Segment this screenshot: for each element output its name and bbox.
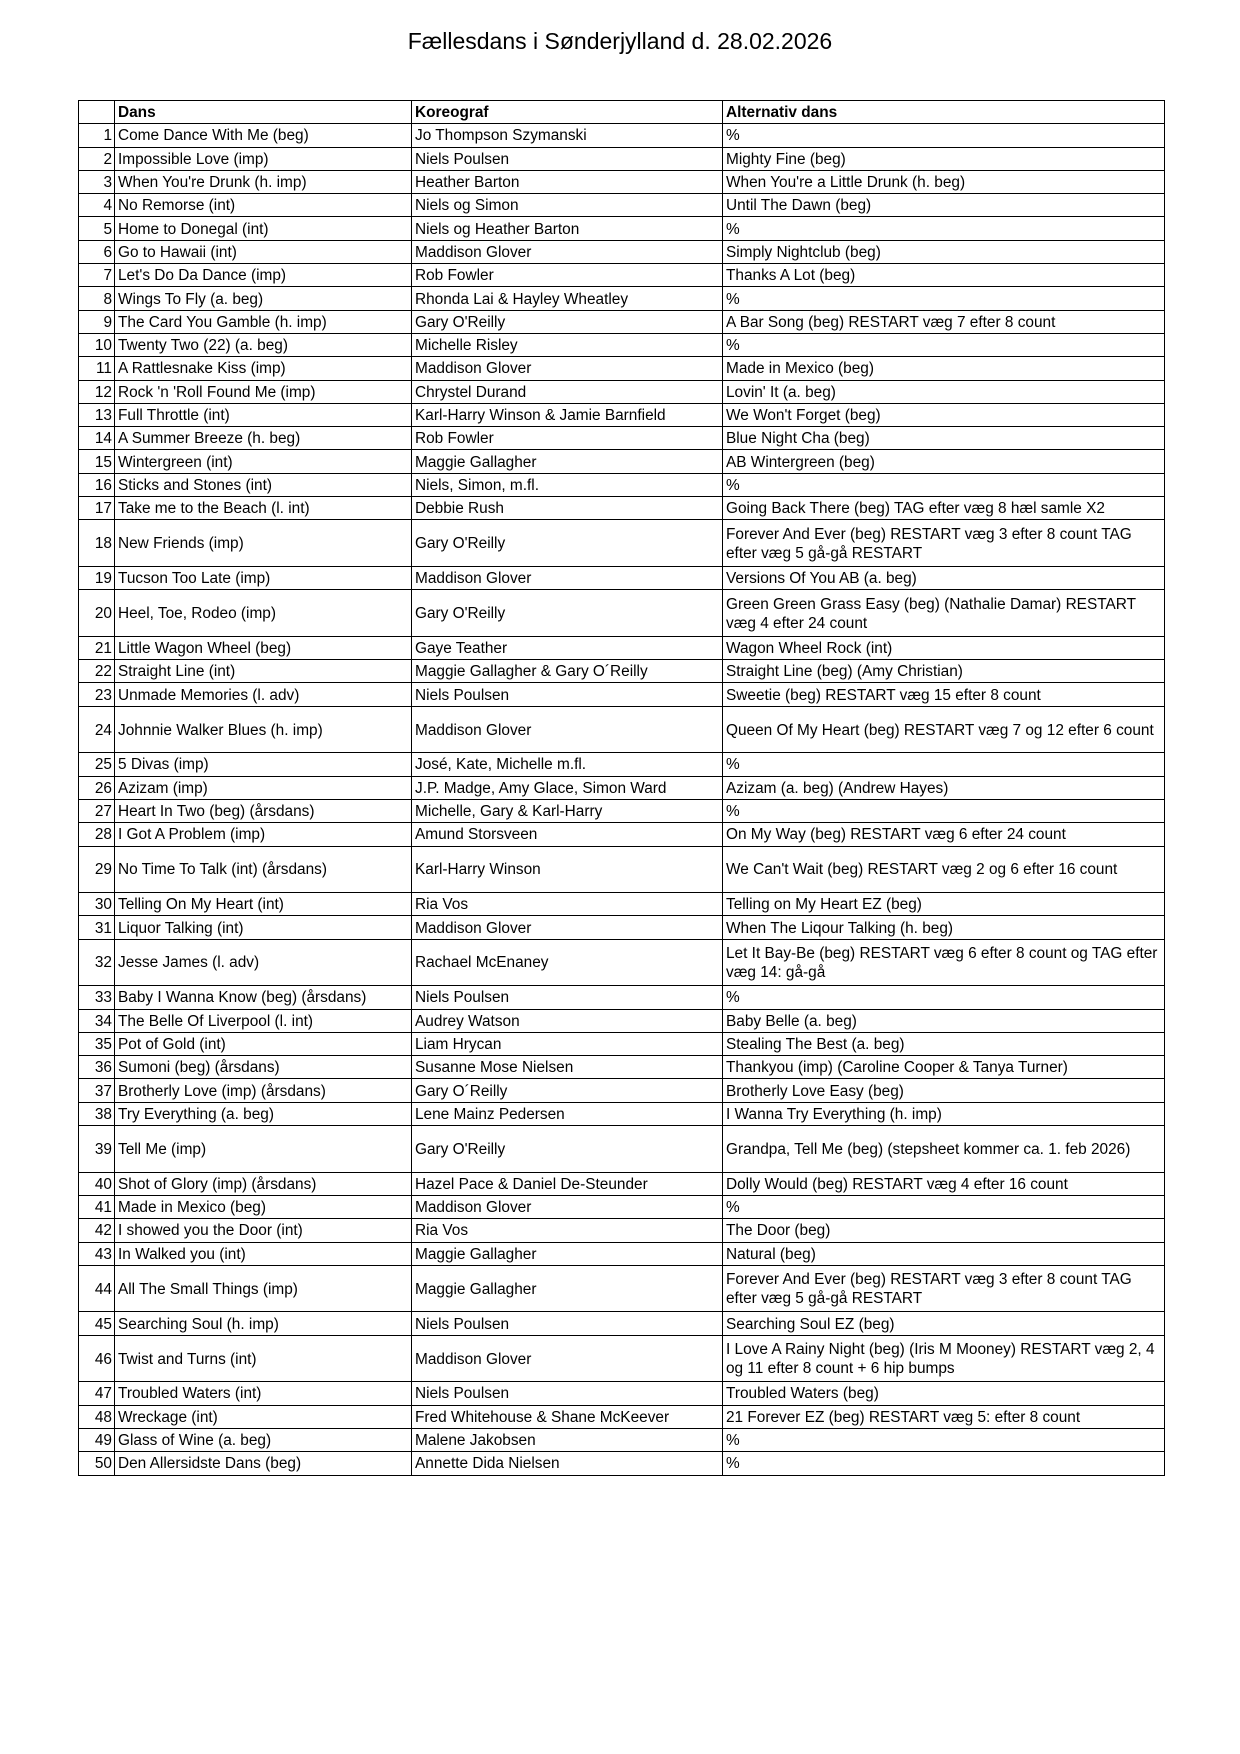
choreographer-cell: Maddison Glover bbox=[412, 240, 723, 263]
choreographer-cell: Jo Thompson Szymanski bbox=[412, 124, 723, 147]
dance-name-cell: I Got A Problem (imp) bbox=[115, 823, 412, 846]
table-row bbox=[79, 939, 1165, 986]
alternative-dance-cell: 21 Forever EZ (beg) RESTART væg 5: efter 8 count bbox=[723, 1405, 1165, 1428]
choreographer-cell: Malene Jakobsen bbox=[412, 1428, 723, 1451]
choreographer-cell: Susanne Mose Nielsen bbox=[412, 1056, 723, 1079]
row-number-cell: 3 bbox=[79, 170, 115, 193]
table-row bbox=[79, 1056, 1165, 1079]
row-number-cell: 5 bbox=[79, 217, 115, 240]
alternative-dance-cell: Thanks A Lot (beg) bbox=[723, 264, 1165, 287]
table-row bbox=[79, 124, 1165, 147]
alternative-dance-cell: % bbox=[723, 1195, 1165, 1218]
row-number-cell: 38 bbox=[79, 1102, 115, 1125]
choreographer-cell: Maggie Gallagher & Gary O´Reilly bbox=[412, 660, 723, 683]
row-number-cell: 50 bbox=[79, 1452, 115, 1475]
dance-table bbox=[78, 100, 1165, 1476]
alternative-dance-cell: Straight Line (beg) (Amy Christian) bbox=[723, 660, 1165, 683]
table-row bbox=[79, 1382, 1165, 1405]
row-number-cell: 16 bbox=[79, 473, 115, 496]
alternative-dance-cell: % bbox=[723, 799, 1165, 822]
alternative-dance-cell: Let It Bay-Be (beg) RESTART væg 6 efter 8 count og TAG efter væg 14: gå-gå bbox=[723, 939, 1165, 986]
table-row bbox=[79, 683, 1165, 706]
alternative-dance-cell: When The Liqour Talking (h. beg) bbox=[723, 916, 1165, 939]
alternative-dance-cell: Telling on My Heart EZ (beg) bbox=[723, 893, 1165, 916]
dance-name-cell: No Remorse (int) bbox=[115, 194, 412, 217]
table-row bbox=[79, 986, 1165, 1009]
row-number-cell: 14 bbox=[79, 427, 115, 450]
row-number-cell: 41 bbox=[79, 1195, 115, 1218]
choreographer-cell: Heather Barton bbox=[412, 170, 723, 193]
choreographer-cell: Karl-Harry Winson & Jamie Barnfield bbox=[412, 403, 723, 426]
alternative-dance-cell: % bbox=[723, 287, 1165, 310]
alternative-dance-cell: Blue Night Cha (beg) bbox=[723, 427, 1165, 450]
row-number-cell: 43 bbox=[79, 1242, 115, 1265]
row-number-cell: 40 bbox=[79, 1172, 115, 1195]
choreographer-cell: Maddison Glover bbox=[412, 1335, 723, 1382]
alternative-dance-cell: AB Wintergreen (beg) bbox=[723, 450, 1165, 473]
dance-name-cell: Straight Line (int) bbox=[115, 660, 412, 683]
choreographer-cell: Rob Fowler bbox=[412, 427, 723, 450]
row-number-cell: 42 bbox=[79, 1219, 115, 1242]
row-number-cell: 11 bbox=[79, 357, 115, 380]
dance-name-cell: Take me to the Beach (l. int) bbox=[115, 497, 412, 520]
alternative-dance-cell: Dolly Would (beg) RESTART væg 4 efter 16 count bbox=[723, 1172, 1165, 1195]
alternative-dance-cell: Until The Dawn (beg) bbox=[723, 194, 1165, 217]
dance-name-cell: Wreckage (int) bbox=[115, 1405, 412, 1428]
table-row bbox=[79, 1219, 1165, 1242]
row-number-cell: 13 bbox=[79, 403, 115, 426]
row-number-cell: 20 bbox=[79, 590, 115, 637]
row-number-cell: 44 bbox=[79, 1265, 115, 1312]
alternative-dance-cell: Sweetie (beg) RESTART væg 15 efter 8 count bbox=[723, 683, 1165, 706]
alternative-dance-cell: Stealing The Best (a. beg) bbox=[723, 1032, 1165, 1055]
row-number-cell: 34 bbox=[79, 1009, 115, 1032]
row-number-cell: 4 bbox=[79, 194, 115, 217]
dance-name-cell: 5 Divas (imp) bbox=[115, 753, 412, 776]
table-row bbox=[79, 310, 1165, 333]
table-row bbox=[79, 753, 1165, 776]
table-row bbox=[79, 566, 1165, 589]
row-number-cell: 8 bbox=[79, 287, 115, 310]
table-row bbox=[79, 1126, 1165, 1173]
alternative-dance-cell: % bbox=[723, 753, 1165, 776]
table-row bbox=[79, 916, 1165, 939]
dance-name-cell: Baby I Wanna Know (beg) (årsdans) bbox=[115, 986, 412, 1009]
alternative-dance-cell: I Love A Rainy Night (beg) (Iris M Mooney) RESTART væg 2, 4 og 11 efter 8 count + 6 hip bumps bbox=[723, 1335, 1165, 1382]
alternative-dance-cell: We Won't Forget (beg) bbox=[723, 403, 1165, 426]
table-row bbox=[79, 1195, 1165, 1218]
alternative-dance-cell: Queen Of My Heart (beg) RESTART væg 7 og 12 efter 6 count bbox=[723, 706, 1165, 753]
alternative-dance-cell: % bbox=[723, 986, 1165, 1009]
dance-name-cell: Pot of Gold (int) bbox=[115, 1032, 412, 1055]
row-number-cell: 9 bbox=[79, 310, 115, 333]
dance-name-cell: New Friends (imp) bbox=[115, 520, 412, 567]
choreographer-cell: Gary O'Reilly bbox=[412, 520, 723, 567]
row-number-cell: 24 bbox=[79, 706, 115, 753]
dance-name-cell: When You're Drunk (h. imp) bbox=[115, 170, 412, 193]
table-row bbox=[79, 1405, 1165, 1428]
choreographer-cell: Rhonda Lai & Hayley Wheatley bbox=[412, 287, 723, 310]
dance-name-cell: Unmade Memories (l. adv) bbox=[115, 683, 412, 706]
choreographer-cell: Chrystel Durand bbox=[412, 380, 723, 403]
table-row bbox=[79, 497, 1165, 520]
alternative-dance-cell: Baby Belle (a. beg) bbox=[723, 1009, 1165, 1032]
dance-name-cell: The Belle Of Liverpool (l. int) bbox=[115, 1009, 412, 1032]
dance-name-cell: Let's Do Da Dance (imp) bbox=[115, 264, 412, 287]
table-row bbox=[79, 403, 1165, 426]
dance-name-cell: Twenty Two (22) (a. beg) bbox=[115, 333, 412, 356]
table-row bbox=[79, 799, 1165, 822]
dance-name-cell: Full Throttle (int) bbox=[115, 403, 412, 426]
choreographer-cell: Niels Poulsen bbox=[412, 1312, 723, 1335]
dance-name-cell: Home to Donegal (int) bbox=[115, 217, 412, 240]
table-row bbox=[79, 357, 1165, 380]
choreographer-cell: Debbie Rush bbox=[412, 497, 723, 520]
dance-name-cell: Go to Hawaii (int) bbox=[115, 240, 412, 263]
alternative-dance-cell: % bbox=[723, 124, 1165, 147]
choreographer-cell: Maggie Gallagher bbox=[412, 450, 723, 473]
row-number-cell: 2 bbox=[79, 147, 115, 170]
choreographer-cell: Annette Dida Nielsen bbox=[412, 1452, 723, 1475]
dance-name-cell: Sticks and Stones (int) bbox=[115, 473, 412, 496]
row-number-cell: 37 bbox=[79, 1079, 115, 1102]
row-number-cell: 12 bbox=[79, 380, 115, 403]
alternative-dance-cell: Troubled Waters (beg) bbox=[723, 1382, 1165, 1405]
table-row bbox=[79, 1335, 1165, 1382]
alternative-dance-cell: % bbox=[723, 1428, 1165, 1451]
choreographer-cell: Niels Poulsen bbox=[412, 147, 723, 170]
choreographer-cell: Hazel Pace & Daniel De-Steunder bbox=[412, 1172, 723, 1195]
table-row bbox=[79, 333, 1165, 356]
row-number-cell: 7 bbox=[79, 264, 115, 287]
choreographer-cell: Niels Poulsen bbox=[412, 986, 723, 1009]
dance-name-cell: All The Small Things (imp) bbox=[115, 1265, 412, 1312]
dance-name-cell: Heart In Two (beg) (årsdans) bbox=[115, 799, 412, 822]
header-dans: Dans bbox=[115, 101, 412, 124]
dance-name-cell: Glass of Wine (a. beg) bbox=[115, 1428, 412, 1451]
choreographer-cell: José, Kate, Michelle m.fl. bbox=[412, 753, 723, 776]
row-number-cell: 39 bbox=[79, 1126, 115, 1173]
choreographer-cell: Audrey Watson bbox=[412, 1009, 723, 1032]
alternative-dance-cell: % bbox=[723, 1452, 1165, 1475]
choreographer-cell: Liam Hrycan bbox=[412, 1032, 723, 1055]
dance-name-cell: Made in Mexico (beg) bbox=[115, 1195, 412, 1218]
dance-name-cell: Wintergreen (int) bbox=[115, 450, 412, 473]
choreographer-cell: Niels Poulsen bbox=[412, 1382, 723, 1405]
dance-name-cell: Tell Me (imp) bbox=[115, 1126, 412, 1173]
row-number-cell: 29 bbox=[79, 846, 115, 893]
choreographer-cell: Gary O'Reilly bbox=[412, 310, 723, 333]
row-number-cell: 49 bbox=[79, 1428, 115, 1451]
dance-name-cell: Shot of Glory (imp) (årsdans) bbox=[115, 1172, 412, 1195]
choreographer-cell: Maggie Gallagher bbox=[412, 1265, 723, 1312]
choreographer-cell: Niels og Simon bbox=[412, 194, 723, 217]
dance-name-cell: Liquor Talking (int) bbox=[115, 916, 412, 939]
table-row bbox=[79, 287, 1165, 310]
alternative-dance-cell: Thankyou (imp) (Caroline Cooper & Tanya Turner) bbox=[723, 1056, 1165, 1079]
row-number-cell: 48 bbox=[79, 1405, 115, 1428]
choreographer-cell: Gary O'Reilly bbox=[412, 1126, 723, 1173]
dance-name-cell: Twist and Turns (int) bbox=[115, 1335, 412, 1382]
table-row bbox=[79, 823, 1165, 846]
dance-name-cell: Rock 'n 'Roll Found Me (imp) bbox=[115, 380, 412, 403]
table-row bbox=[79, 1312, 1165, 1335]
table-row bbox=[79, 170, 1165, 193]
alternative-dance-cell: I Wanna Try Everything (h. imp) bbox=[723, 1102, 1165, 1125]
header-num bbox=[79, 101, 115, 124]
row-number-cell: 21 bbox=[79, 636, 115, 659]
dance-name-cell: Wings To Fly (a. beg) bbox=[115, 287, 412, 310]
table-row bbox=[79, 217, 1165, 240]
row-number-cell: 17 bbox=[79, 497, 115, 520]
table-row bbox=[79, 473, 1165, 496]
choreographer-cell: Maddison Glover bbox=[412, 357, 723, 380]
dance-name-cell: Azizam (imp) bbox=[115, 776, 412, 799]
choreographer-cell: Fred Whitehouse & Shane McKeever bbox=[412, 1405, 723, 1428]
dance-name-cell: Try Everything (a. beg) bbox=[115, 1102, 412, 1125]
choreographer-cell: Gary O´Reilly bbox=[412, 1079, 723, 1102]
row-number-cell: 46 bbox=[79, 1335, 115, 1382]
dance-name-cell: Den Allersidste Dans (beg) bbox=[115, 1452, 412, 1475]
choreographer-cell: Maggie Gallagher bbox=[412, 1242, 723, 1265]
alternative-dance-cell: Searching Soul EZ (beg) bbox=[723, 1312, 1165, 1335]
row-number-cell: 45 bbox=[79, 1312, 115, 1335]
choreographer-cell: Michelle Risley bbox=[412, 333, 723, 356]
alternative-dance-cell: Made in Mexico (beg) bbox=[723, 357, 1165, 380]
table-header-row bbox=[79, 101, 1165, 124]
choreographer-cell: Maddison Glover bbox=[412, 566, 723, 589]
row-number-cell: 33 bbox=[79, 986, 115, 1009]
choreographer-cell: Niels og Heather Barton bbox=[412, 217, 723, 240]
choreographer-cell: Maddison Glover bbox=[412, 706, 723, 753]
alternative-dance-cell: Forever And Ever (beg) RESTART væg 3 efter 8 count TAG efter væg 5 gå-gå RESTART bbox=[723, 1265, 1165, 1312]
choreographer-cell: Maddison Glover bbox=[412, 1195, 723, 1218]
choreographer-cell: Gary O'Reilly bbox=[412, 590, 723, 637]
table-row bbox=[79, 846, 1165, 893]
table-row bbox=[79, 1242, 1165, 1265]
dance-name-cell: Little Wagon Wheel (beg) bbox=[115, 636, 412, 659]
row-number-cell: 36 bbox=[79, 1056, 115, 1079]
dance-name-cell: Tucson Too Late (imp) bbox=[115, 566, 412, 589]
dance-name-cell: Searching Soul (h. imp) bbox=[115, 1312, 412, 1335]
alternative-dance-cell: Brotherly Love Easy (beg) bbox=[723, 1079, 1165, 1102]
row-number-cell: 27 bbox=[79, 799, 115, 822]
table-row bbox=[79, 636, 1165, 659]
row-number-cell: 10 bbox=[79, 333, 115, 356]
dance-name-cell: Johnnie Walker Blues (h. imp) bbox=[115, 706, 412, 753]
row-number-cell: 1 bbox=[79, 124, 115, 147]
row-number-cell: 28 bbox=[79, 823, 115, 846]
choreographer-cell: Lene Mainz Pedersen bbox=[412, 1102, 723, 1125]
row-number-cell: 25 bbox=[79, 753, 115, 776]
dance-name-cell: Brotherly Love (imp) (årsdans) bbox=[115, 1079, 412, 1102]
table-row bbox=[79, 1032, 1165, 1055]
header-alternativ: Alternativ dans bbox=[723, 101, 1165, 124]
alternative-dance-cell: When You're a Little Drunk (h. beg) bbox=[723, 170, 1165, 193]
choreographer-cell: Niels, Simon, m.fl. bbox=[412, 473, 723, 496]
table-row bbox=[79, 776, 1165, 799]
row-number-cell: 47 bbox=[79, 1382, 115, 1405]
dance-name-cell: Come Dance With Me (beg) bbox=[115, 124, 412, 147]
dance-name-cell: Sumoni (beg) (årsdans) bbox=[115, 1056, 412, 1079]
dance-name-cell: Heel, Toe, Rodeo (imp) bbox=[115, 590, 412, 637]
alternative-dance-cell: % bbox=[723, 333, 1165, 356]
header-koreograf: Koreograf bbox=[412, 101, 723, 124]
row-number-cell: 26 bbox=[79, 776, 115, 799]
alternative-dance-cell: Grandpa, Tell Me (beg) (stepsheet kommer ca. 1. feb 2026) bbox=[723, 1126, 1165, 1173]
dance-name-cell: Telling On My Heart (int) bbox=[115, 893, 412, 916]
page-title: Fællesdans i Sønderjylland d. 28.02.2026 bbox=[407, 28, 833, 54]
row-number-cell: 18 bbox=[79, 520, 115, 567]
alternative-dance-cell: Forever And Ever (beg) RESTART væg 3 efter 8 count TAG efter væg 5 gå-gå RESTART bbox=[723, 520, 1165, 567]
table-row bbox=[79, 520, 1165, 567]
table-row bbox=[79, 194, 1165, 217]
alternative-dance-cell: A Bar Song (beg) RESTART væg 7 efter 8 count bbox=[723, 310, 1165, 333]
alternative-dance-cell: Simply Nightclub (beg) bbox=[723, 240, 1165, 263]
dance-name-cell: The Card You Gamble (h. imp) bbox=[115, 310, 412, 333]
dance-name-cell: Impossible Love (imp) bbox=[115, 147, 412, 170]
choreographer-cell: Amund Storsveen bbox=[412, 823, 723, 846]
table-row bbox=[79, 450, 1165, 473]
alternative-dance-cell: Versions Of You AB (a. beg) bbox=[723, 566, 1165, 589]
row-number-cell: 30 bbox=[79, 893, 115, 916]
table-row bbox=[79, 1452, 1165, 1475]
table-row bbox=[79, 147, 1165, 170]
row-number-cell: 15 bbox=[79, 450, 115, 473]
row-number-cell: 31 bbox=[79, 916, 115, 939]
choreographer-cell: Karl-Harry Winson bbox=[412, 846, 723, 893]
alternative-dance-cell: Mighty Fine (beg) bbox=[723, 147, 1165, 170]
alternative-dance-cell: Wagon Wheel Rock (int) bbox=[723, 636, 1165, 659]
table-row bbox=[79, 240, 1165, 263]
table-row bbox=[79, 427, 1165, 450]
alternative-dance-cell: % bbox=[723, 217, 1165, 240]
row-number-cell: 23 bbox=[79, 683, 115, 706]
row-number-cell: 6 bbox=[79, 240, 115, 263]
row-number-cell: 32 bbox=[79, 939, 115, 986]
choreographer-cell: Ria Vos bbox=[412, 893, 723, 916]
dance-name-cell: In Walked you (int) bbox=[115, 1242, 412, 1265]
table-row bbox=[79, 660, 1165, 683]
dance-name-cell: Troubled Waters (int) bbox=[115, 1382, 412, 1405]
table-row bbox=[79, 264, 1165, 287]
alternative-dance-cell: Green Green Grass Easy (beg) (Nathalie Damar) RESTART væg 4 efter 24 count bbox=[723, 590, 1165, 637]
table-row bbox=[79, 706, 1165, 753]
table-row bbox=[79, 1102, 1165, 1125]
table-row bbox=[79, 893, 1165, 916]
dance-name-cell: No Time To Talk (int) (årsdans) bbox=[115, 846, 412, 893]
dance-name-cell: A Summer Breeze (h. beg) bbox=[115, 427, 412, 450]
choreographer-cell: Rob Fowler bbox=[412, 264, 723, 287]
table-row bbox=[79, 1009, 1165, 1032]
alternative-dance-cell: Lovin' It (a. beg) bbox=[723, 380, 1165, 403]
dance-name-cell: A Rattlesnake Kiss (imp) bbox=[115, 357, 412, 380]
alternative-dance-cell: The Door (beg) bbox=[723, 1219, 1165, 1242]
row-number-cell: 35 bbox=[79, 1032, 115, 1055]
alternative-dance-cell: On My Way (beg) RESTART væg 6 efter 24 count bbox=[723, 823, 1165, 846]
row-number-cell: 22 bbox=[79, 660, 115, 683]
dance-name-cell: Jesse James (l. adv) bbox=[115, 939, 412, 986]
alternative-dance-cell: % bbox=[723, 473, 1165, 496]
row-number-cell: 19 bbox=[79, 566, 115, 589]
choreographer-cell: Rachael McEnaney bbox=[412, 939, 723, 986]
alternative-dance-cell: We Can't Wait (beg) RESTART væg 2 og 6 efter 16 count bbox=[723, 846, 1165, 893]
choreographer-cell: Niels Poulsen bbox=[412, 683, 723, 706]
table-row bbox=[79, 1428, 1165, 1451]
alternative-dance-cell: Going Back There (beg) TAG efter væg 8 hæl samle X2 bbox=[723, 497, 1165, 520]
table-body bbox=[79, 124, 1165, 1475]
dance-name-cell: I showed you the Door (int) bbox=[115, 1219, 412, 1242]
alternative-dance-cell: Natural (beg) bbox=[723, 1242, 1165, 1265]
choreographer-cell: Maddison Glover bbox=[412, 916, 723, 939]
choreographer-cell: Gaye Teather bbox=[412, 636, 723, 659]
table-row bbox=[79, 380, 1165, 403]
table-row bbox=[79, 590, 1165, 637]
choreographer-cell: Michelle, Gary & Karl-Harry bbox=[412, 799, 723, 822]
choreographer-cell: Ria Vos bbox=[412, 1219, 723, 1242]
table-row bbox=[79, 1079, 1165, 1102]
table-row bbox=[79, 1172, 1165, 1195]
choreographer-cell: J.P. Madge, Amy Glace, Simon Ward bbox=[412, 776, 723, 799]
alternative-dance-cell: Azizam (a. beg) (Andrew Hayes) bbox=[723, 776, 1165, 799]
table-row bbox=[79, 1265, 1165, 1312]
